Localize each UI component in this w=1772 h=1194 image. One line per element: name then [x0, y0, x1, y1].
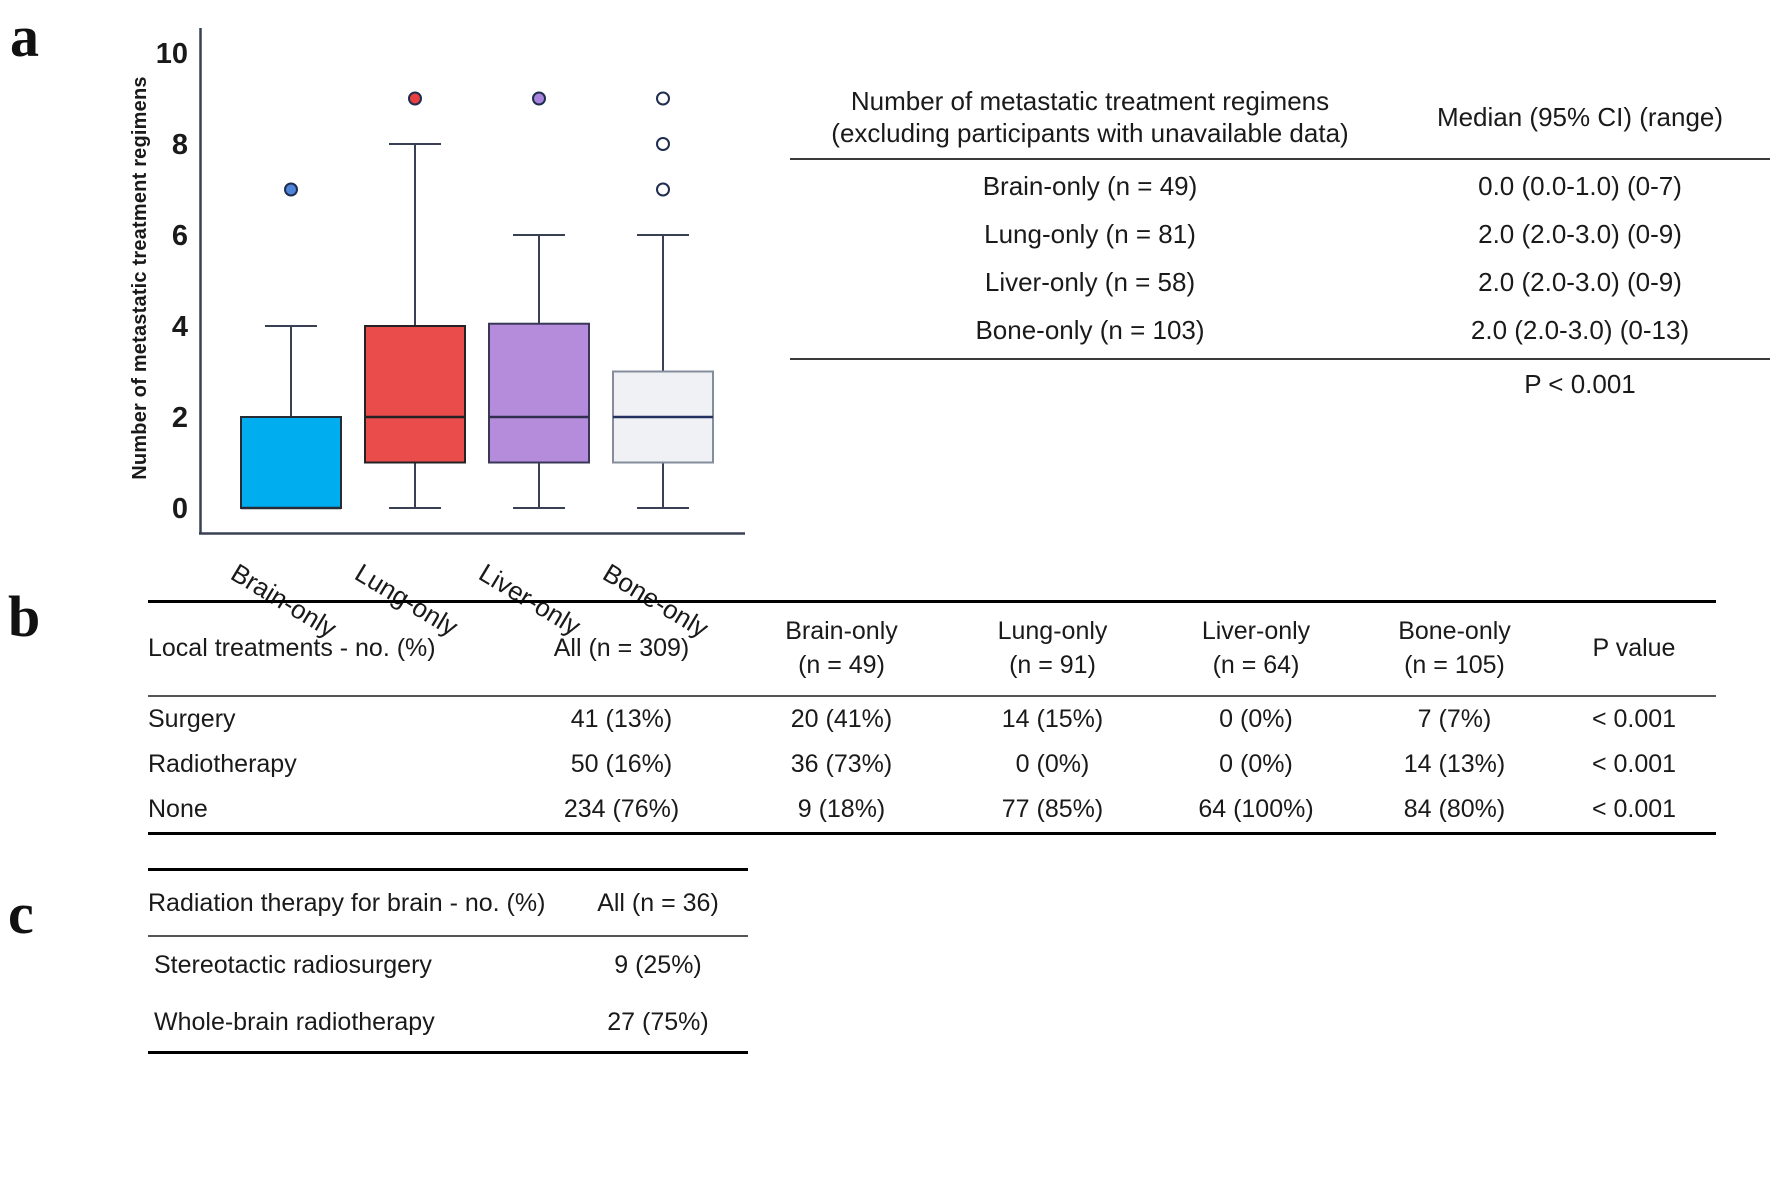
col-header-label: All (n = 309)	[553, 634, 690, 663]
regimens-header-col2: Median (95% CI) (range)	[1436, 101, 1724, 132]
x-category-label: Liver-only	[473, 557, 586, 642]
col-header-label: Brain-only	[785, 617, 898, 646]
treatment-value: 36 (73%)	[790, 750, 893, 778]
col-header-sub: (n = 105)	[1404, 651, 1505, 679]
local-treatments-row	[148, 697, 1716, 742]
treatment-label: Surgery	[148, 705, 236, 733]
regimens-row	[790, 258, 1770, 306]
local-treatments-row	[148, 787, 1716, 832]
treatment-value: 77 (85%)	[1001, 795, 1104, 823]
brain-rt-row	[148, 994, 748, 1051]
outlier-point	[285, 184, 297, 196]
panel-a-label: a	[10, 4, 39, 69]
metastatic-regimens-boxplot	[0, 0, 784, 660]
outlier-point	[533, 93, 545, 105]
brain-rt-header-value: All (n = 36)	[597, 888, 719, 917]
local-treatments-col-header	[1552, 632, 1716, 666]
treatment-value: 234 (76%)	[563, 795, 680, 823]
regimens-row-group: Lung-only (n = 81)	[984, 218, 1196, 249]
treatment-value: 84 (80%)	[1403, 795, 1506, 823]
regimens-row-value: 2.0 (2.0-3.0) (0-9)	[1478, 218, 1682, 249]
local-treatments-col-header	[1155, 615, 1357, 683]
treatment-value: 0 (0%)	[1015, 750, 1090, 778]
y-tick-label: 6	[171, 220, 188, 252]
treatment-value: 14 (15%)	[1001, 705, 1104, 733]
treatment-value: < 0.001	[1591, 795, 1677, 823]
regimens-table-body	[790, 160, 1770, 360]
local-treatments-body	[148, 697, 1716, 832]
outlier-point	[657, 138, 669, 150]
regimens-row-group: Bone-only (n = 103)	[975, 314, 1205, 345]
regimens-header-col1-line2: (excluding participants with unavailable data)	[831, 118, 1349, 148]
x-category-label: Lung-only	[349, 557, 464, 642]
brain-rt-label: Stereotactic radiosurgery	[154, 951, 432, 979]
col-header-label: Bone-only	[1398, 617, 1511, 646]
regimens-table	[790, 80, 1770, 408]
regimens-row-value: 2.0 (2.0-3.0) (0-9)	[1478, 266, 1682, 297]
col-header-sub: (n = 49)	[798, 651, 885, 679]
regimens-row-value: 2.0 (2.0-3.0) (0-13)	[1470, 314, 1690, 345]
brain-rt-body	[148, 937, 748, 1051]
col-header-label: Liver-only	[1201, 617, 1311, 646]
local-treatments-col-header	[733, 615, 950, 683]
col-header-label: P value	[1592, 634, 1676, 663]
outlier-point	[409, 93, 421, 105]
y-tick-label: 4	[171, 311, 188, 343]
regimens-p-value: P < 0.001	[1524, 368, 1636, 399]
brain-rt-value: 27 (75%)	[607, 1008, 709, 1036]
panel-b-label: b	[8, 584, 41, 649]
local-treatments-table	[148, 600, 1716, 835]
treatment-value: 14 (13%)	[1403, 750, 1506, 778]
regimens-row-group: Brain-only (n = 49)	[982, 170, 1198, 201]
regimens-table-header	[790, 80, 1770, 160]
treatment-value: 0 (0%)	[1219, 750, 1293, 778]
box-group-lung-only	[365, 93, 465, 509]
regimens-row-value: 0.0 (0.0-1.0) (0-7)	[1478, 170, 1682, 201]
treatment-value: < 0.001	[1591, 705, 1677, 733]
y-tick-label: 8	[171, 129, 188, 161]
y-tick-label: 0	[171, 493, 188, 525]
treatment-label: Radiotherapy	[148, 750, 297, 778]
panel-c-label: c	[8, 881, 34, 946]
x-category-label: Brain-only	[225, 557, 342, 644]
treatment-value: 41 (13%)	[570, 705, 673, 733]
box-group-liver-only	[489, 93, 589, 509]
treatment-value: 20 (41%)	[790, 705, 893, 733]
y-tick-label: 10	[155, 38, 188, 70]
treatment-value: 0 (0%)	[1219, 705, 1293, 733]
treatment-value: 9 (18%)	[797, 795, 886, 823]
outlier-point	[657, 93, 669, 105]
local-treatments-col-header	[148, 632, 510, 666]
brain-rt-header-label: Radiation therapy for brain - no. (%)	[148, 888, 546, 917]
regimens-p-row	[790, 360, 1770, 408]
box-group-brain-only	[241, 184, 341, 509]
brain-rt-value: 9 (25%)	[614, 951, 702, 979]
y-tick-label: 2	[171, 402, 188, 434]
treatment-label: None	[148, 795, 208, 823]
y-axis-title: Number of metastatic treatment regimens	[129, 76, 151, 480]
brain-rt-header	[148, 871, 748, 937]
col-header-sub: (n = 91)	[1009, 651, 1096, 679]
x-category-label: Bone-only	[597, 557, 714, 644]
local-treatments-col-header	[950, 615, 1155, 683]
box-group-bone-only	[613, 93, 713, 509]
treatment-value: 50 (16%)	[570, 750, 673, 778]
local-treatments-col-header	[1357, 615, 1552, 683]
regimens-row	[790, 162, 1770, 210]
brain-rt-table	[148, 868, 748, 1054]
local-treatments-row	[148, 742, 1716, 787]
regimens-row	[790, 306, 1770, 354]
regimens-row-group: Liver-only (n = 58)	[984, 266, 1196, 297]
outlier-point	[657, 184, 669, 196]
brain-rt-label: Whole-brain radiotherapy	[154, 1008, 435, 1036]
regimens-row	[790, 210, 1770, 258]
brain-rt-row	[148, 937, 748, 994]
treatment-value: < 0.001	[1591, 750, 1677, 778]
local-treatments-col-header	[510, 632, 733, 666]
treatment-value: 7 (7%)	[1417, 705, 1492, 733]
treatment-value: 64 (100%)	[1198, 795, 1314, 823]
col-header-label: Lung-only	[997, 617, 1108, 646]
local-treatments-header	[148, 603, 1716, 697]
col-header-label: Local treatments - no. (%)	[148, 634, 436, 663]
regimens-header-col1-line1: Number of metastatic treatment regimens	[850, 85, 1330, 116]
col-header-sub: (n = 64)	[1212, 651, 1300, 679]
